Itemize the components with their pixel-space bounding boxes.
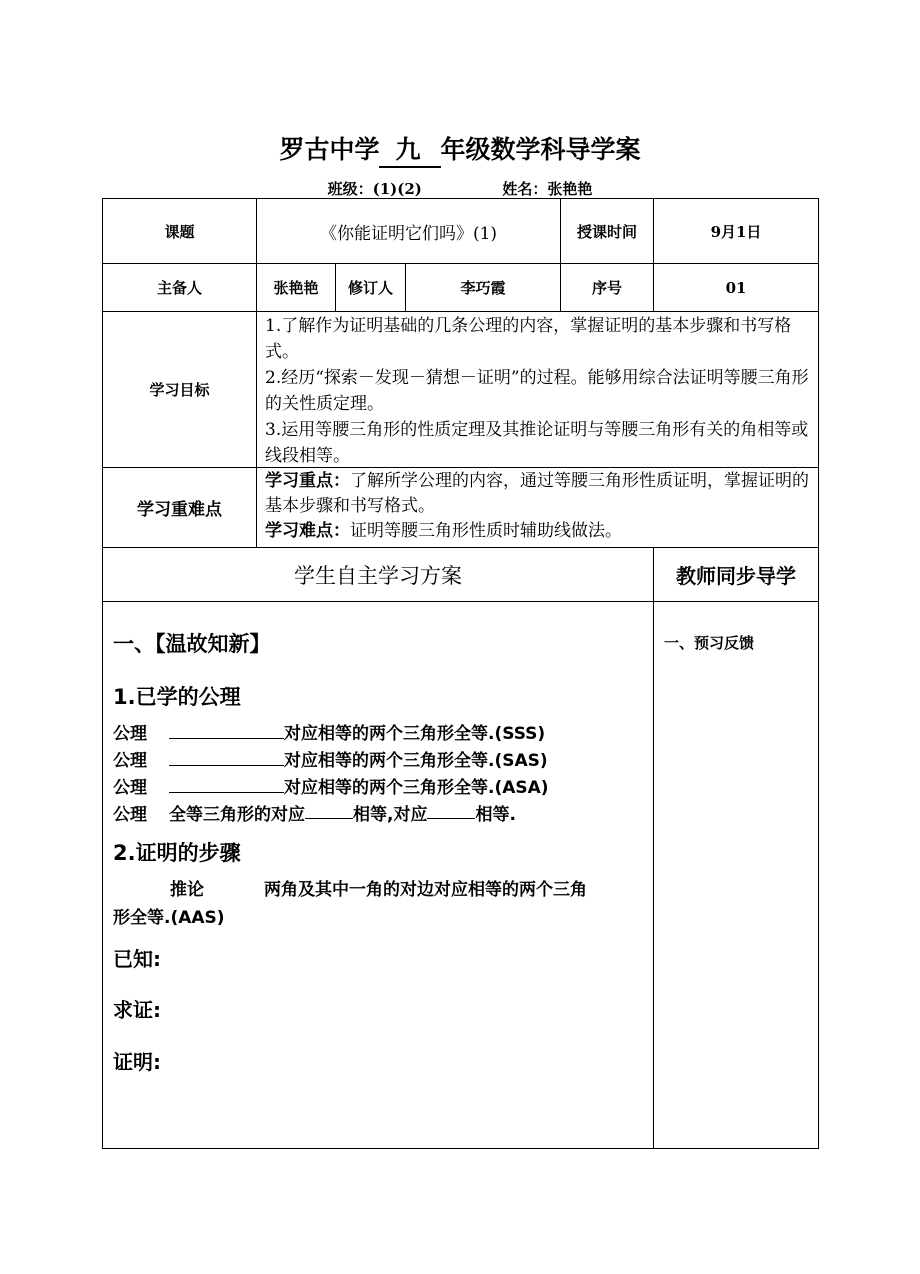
given-label: 已知:	[113, 947, 161, 971]
objectives-list	[265, 313, 811, 469]
class-label: 班级：(1)(2)	[327, 180, 422, 198]
axiom-row: 公理 对应相等的两个三角形全等.(ASA)	[113, 774, 549, 801]
lead-value: 张艳艳	[273, 279, 319, 297]
lead-label: 主备人	[156, 279, 202, 297]
corollary: 推论 两角及其中一角的对边对应相等的两个三角 形全等.(AAS)	[113, 880, 587, 928]
title-grade: 九	[379, 130, 440, 168]
seq-label: 序号	[591, 279, 622, 297]
time-label: 授课时间	[576, 222, 637, 241]
axiom-blank	[169, 747, 284, 766]
difficulty-label: 学习难点：	[265, 521, 350, 541]
key-point-label: 学习重点：	[265, 471, 350, 491]
section-review-heading: 一、【温故知新】	[113, 632, 271, 656]
proof-steps-subheading: 2.证明的步骤	[113, 841, 241, 865]
prove-label: 求证:	[113, 998, 161, 1022]
time-value: 9月1日	[710, 222, 762, 241]
axiom-blank	[169, 774, 284, 793]
focus-content	[265, 469, 811, 544]
axiom-blank	[305, 801, 353, 820]
proof-label: 证明:	[113, 1050, 161, 1074]
topic-label: 课题	[164, 222, 195, 241]
axioms-subheading: 1.已学的公理	[113, 685, 241, 709]
objective-item: 1.了解作为证明基础的几条公理的内容，掌握证明的基本步骤和书写格式。	[265, 316, 792, 362]
corollary-label: 推论	[170, 880, 204, 900]
axiom-row: 公理 全等三角形的对应 相等,对应 相等.	[113, 801, 549, 828]
title-suffix: 年级数学科导学案	[440, 135, 641, 164]
reviser-value: 李巧霞	[460, 279, 506, 297]
axiom-blank	[169, 720, 284, 739]
axiom-row: 公理 对应相等的两个三角形全等.(SAS)	[113, 747, 549, 774]
difficulty: 学习难点：证明等腰三角形性质时辅助线做法。	[265, 521, 622, 541]
objective-item: 3.运用等腰三角形的性质定理及其推论证明与等腰三角形有关的角相等或线段相等。	[265, 420, 809, 466]
student-plan-header: 学生自主学习方案	[294, 563, 462, 588]
name-label: 姓名：张艳艳	[502, 180, 593, 198]
class-name-line	[0, 178, 920, 199]
axiom-blank	[427, 801, 475, 820]
reviser-label: 修订人	[347, 279, 393, 297]
key-point: 学习重点：了解所学公理的内容，通过等腰三角形性质证明，掌握证明的基本步骤和书写格式。	[265, 471, 809, 516]
objectives-label: 学习目标	[149, 381, 210, 399]
teacher-guide-header: 教师同步导学	[676, 564, 796, 588]
page-title	[0, 130, 920, 168]
teacher-preview-feedback: 一、预习反馈	[664, 634, 755, 652]
objective-item: 2.经历“探索－发现－猜想－证明”的过程。能够用综合法证明等腰三角形的关性质定理。	[265, 368, 809, 414]
title-prefix: 罗古中学	[279, 135, 380, 164]
axiom-row: 公理 对应相等的两个三角形全等.(SSS)	[113, 720, 549, 747]
topic-value: 《你能证明它们吗》(1)	[319, 223, 498, 244]
axiom-list	[113, 720, 549, 827]
seq-value: 01	[725, 278, 747, 297]
focus-label: 学习重难点	[137, 500, 222, 520]
